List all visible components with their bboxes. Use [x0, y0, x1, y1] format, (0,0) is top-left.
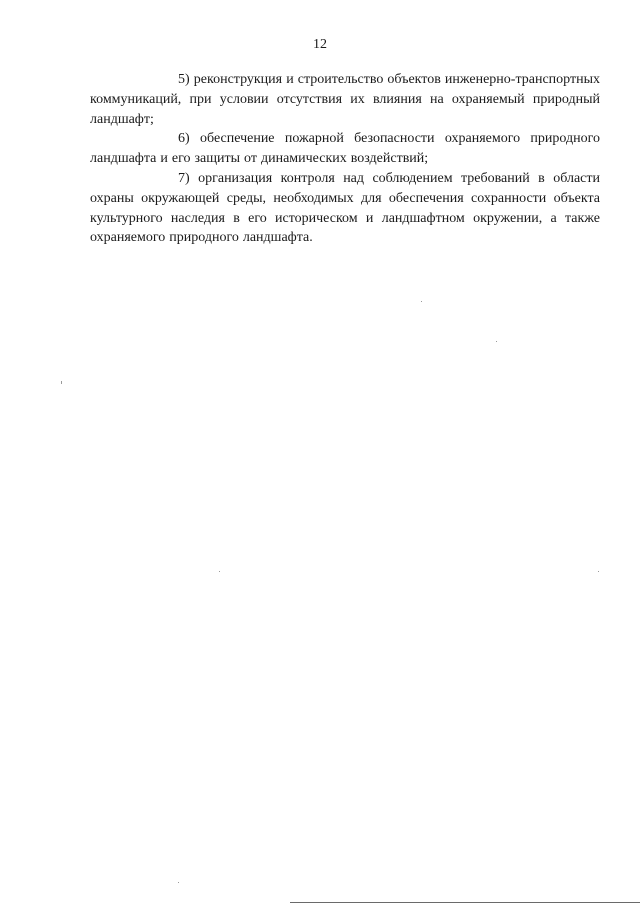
scan-speck: [61, 381, 62, 384]
item-number: 5): [178, 72, 190, 87]
item-text: обеспечение пожарной безопасности охраняемого природного ландшафта и его защиты от динамических воздействий;: [90, 131, 601, 167]
scan-speck: [598, 571, 599, 572]
scan-speck: [496, 341, 497, 342]
list-item: [90, 169, 600, 248]
list-item: [90, 129, 600, 169]
document-body: [90, 70, 600, 248]
item-number: 7): [178, 170, 190, 186]
scan-speck: [219, 571, 220, 572]
item-number: 6): [178, 131, 190, 147]
item-text: организация контроля над соблюдением требований в области охраны окружающей среды, необходимых для обеспечения сохранности объекта культурного наследия в его историческом и ландшафтном окружении, а также охраняемого природного ландшафта.: [90, 170, 601, 246]
item-text: реконструкция и строительство объектов инженерно-транспортных коммуникаций, при условии отсутствия их влияния на охраняемый природный ландшафт;: [90, 72, 600, 127]
page-number: 12: [313, 37, 327, 52]
scan-speck: [178, 882, 179, 883]
bottom-rule: [290, 902, 640, 903]
list-item: [90, 70, 600, 129]
scan-speck: [421, 301, 422, 302]
